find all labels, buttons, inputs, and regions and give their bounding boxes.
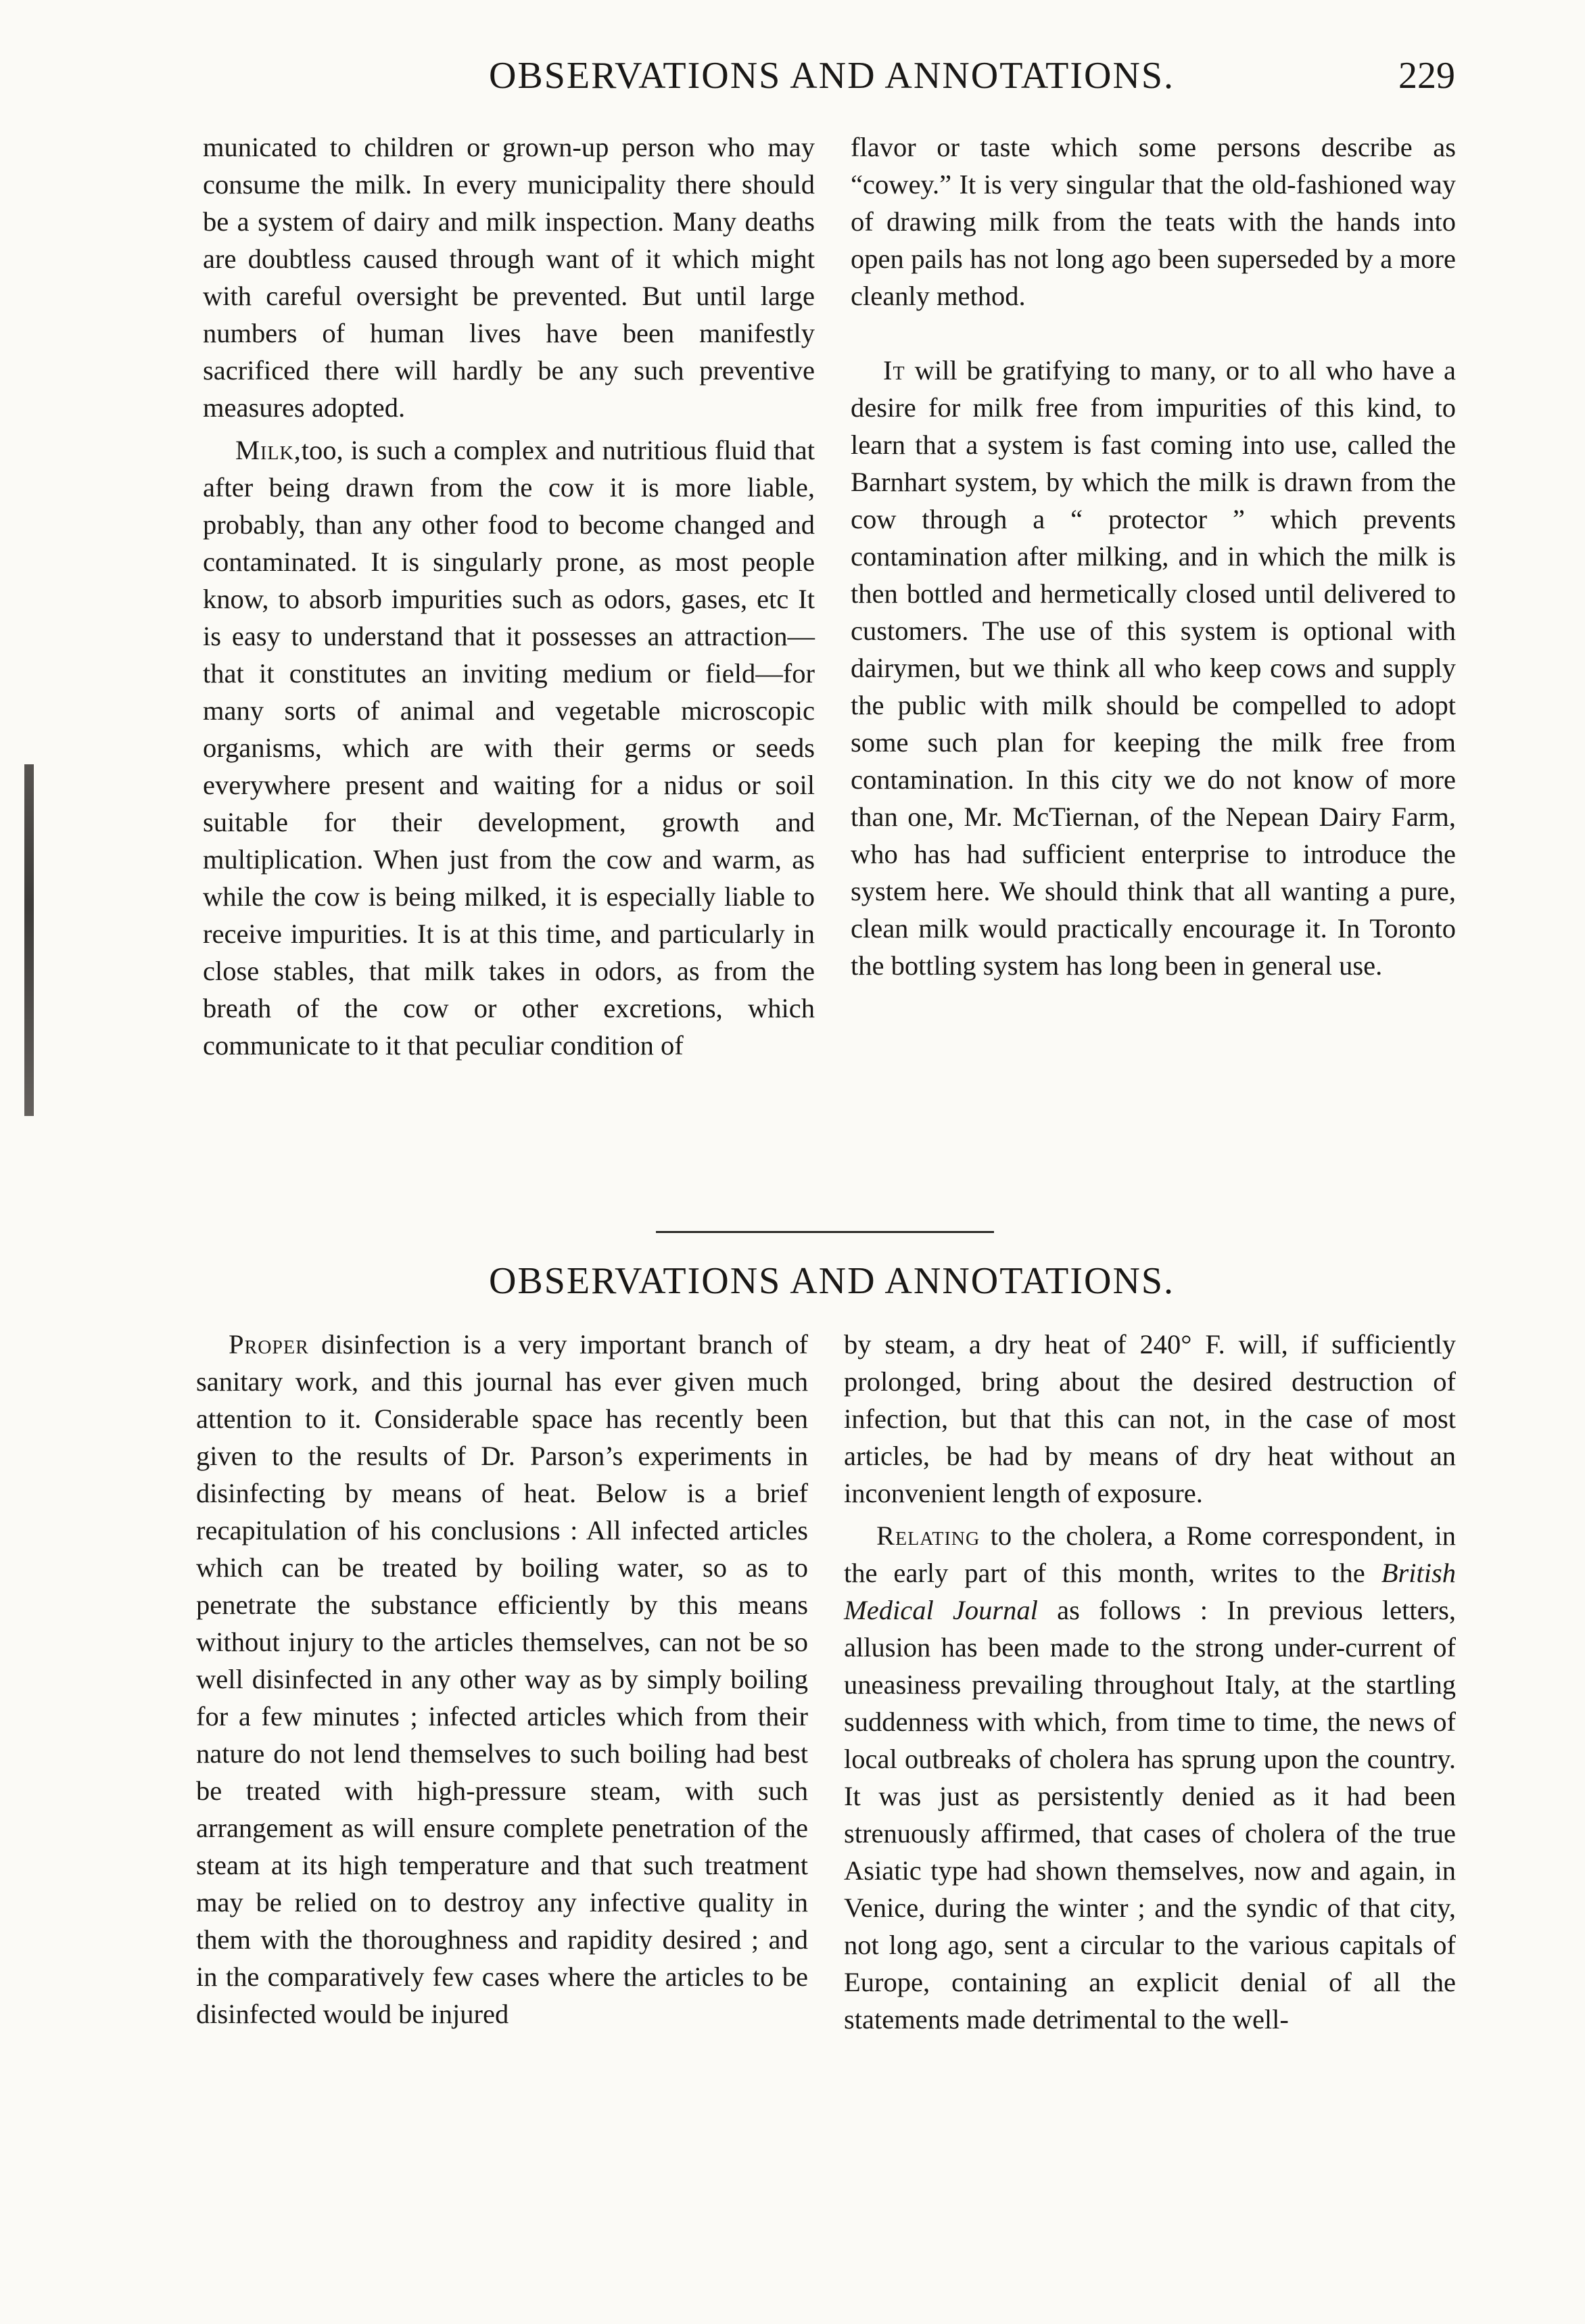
section-divider [656, 1231, 994, 1233]
paragraph [196, 1326, 808, 2032]
section-title: OBSERVATIONS AND ANNOTATIONS. [488, 1260, 1175, 1302]
paragraph-body: too, is such a complex and nutritious fluid that after being drawn from the cow it is more liable, probably, than any other food to become changed and contaminated. It is singularly prone, as most people know, to absorb impurities such as odors, gases, etc It is easy to understand that it possesses an attraction—that it constitutes an inviting medium or field—for many sorts of animal and vegetable microscopic organisms, which are with their germs or seeds everywhere present and waiting for a nidus or soil suitable for their development, growth and multiplication. When just from the cow and warm, as while the cow is being milked, it is especially liable to receive impurities. It is at this time, and particularly in close stables, that milk takes in odors, as from the breath of the cow or other excretions, which communicate to it that peculiar condition of [203, 435, 815, 1061]
paragraph: flavor or taste which some persons describe as “cowey.” It is very singular that the old-fashioned way of drawing milk from the teats with the hands into open pails has not long ago been superseded by a more cleanly method. [851, 132, 1456, 311]
paragraph-body: to the cholera, a Rome correspondent, in the early part of this month, writes to the [844, 1520, 1456, 1588]
top-left-column [203, 129, 815, 1064]
paragraph-body: will be gratifying to many, or to all who have a desire for milk free from impurities of this kind, to learn that a system is fast coming into use, called the Barnhart system, by which the milk is drawn from the cow through a “ protector ” which prevents contamination after milking, and in which the milk is then bottled and hermetically closed until delivered to customers. The use of this system is optional with dairymen, but we think all who keep cows and supply the public with milk should be compelled to adopt some such plan for keeping the milk free from contamination. In this city we do not know of more than one, Mr. McTiernan, of the Nepean Dairy Farm, who has had sufficient enterprise to introduce the system here. We should think that all wanting a pure, clean milk would practically encourage it. In Toronto the bottling system has long been in general use. [851, 355, 1456, 981]
paragraph-lead: Milk, [235, 435, 302, 465]
bottom-left-column [196, 1326, 808, 2032]
paragraph-body: disinfection is a very important branch of sanitary work, and this journal has ever given much attention to it. Considerable space has recently been given to the results of Dr. Parson’s experiments in disinfecting by means of heat. Below is a brief recapitulation of his conclusions : All infected articles which can be treated by boiling water, so as to penetrate the substance efficiently by this means without injury to the articles themselves, can not be so well disinfected in any other way as by simply boiling for a few minutes ; infected articles which from their nature do not lend themselves to such boiling had best be treated with high-pressure steam, with such arrangement as will ensure complete penetration of the steam at its high temperature and that such treatment may be relied on to destroy any infective quality in them with the thoroughness and rapidity desired ; and in the comparatively few cases where the articles to be disinfected would be injured [196, 1329, 808, 2029]
paragraph [844, 1517, 1456, 2038]
paragraph [203, 432, 815, 1064]
top-right-column [851, 129, 1456, 984]
paragraph-lead: It [883, 355, 905, 386]
paragraph: by steam, a dry heat of 240° F. will, if sufficiently prolonged, bring about the desired destruction of infection, but that this can not, in the case of most articles, be had by means of dry heat without an inconvenient length of exposure. [844, 1329, 1456, 1508]
paragraph [851, 352, 1456, 984]
paragraph-lead: Proper [229, 1329, 309, 1359]
running-title: OBSERVATIONS AND ANNOTATIONS. [488, 55, 1175, 97]
journal-title: British Medical Journal [844, 1558, 1456, 1625]
paragraph-body: as follows : In previous letters, allusion has been made to the strong under-current of uneasiness prevailing throughout Italy, at the startling suddenness with which, from time to time, the news of local outbreaks of cholera has sprung upon the country. It was just as persistently denied as it had been strenuously affirmed, that cases of cholera of the true Asiatic type had shown themselves, now and again, in Venice, during the winter ; and the syndic of that city, not long ago, sent a circular to the various capitals of Europe, containing an explicit denial of all the statements made detrimental to the well- [844, 1595, 1456, 2035]
bottom-right-column [844, 1326, 1456, 2038]
binding-edge-mark [24, 764, 34, 1116]
paragraph-lead: Relating [876, 1520, 980, 1551]
paragraph: municated to children or grown-up person who may consume the milk. In every municipality there should be a system of dairy and milk inspection. Many deaths are doubtless caused through want of it which might with careful oversight be prevented. But until large numbers of human lives have been manifestly sacrificed there will hardly be any such preventive measures adopted. [203, 132, 815, 423]
page-number: 229 [1398, 55, 1455, 97]
